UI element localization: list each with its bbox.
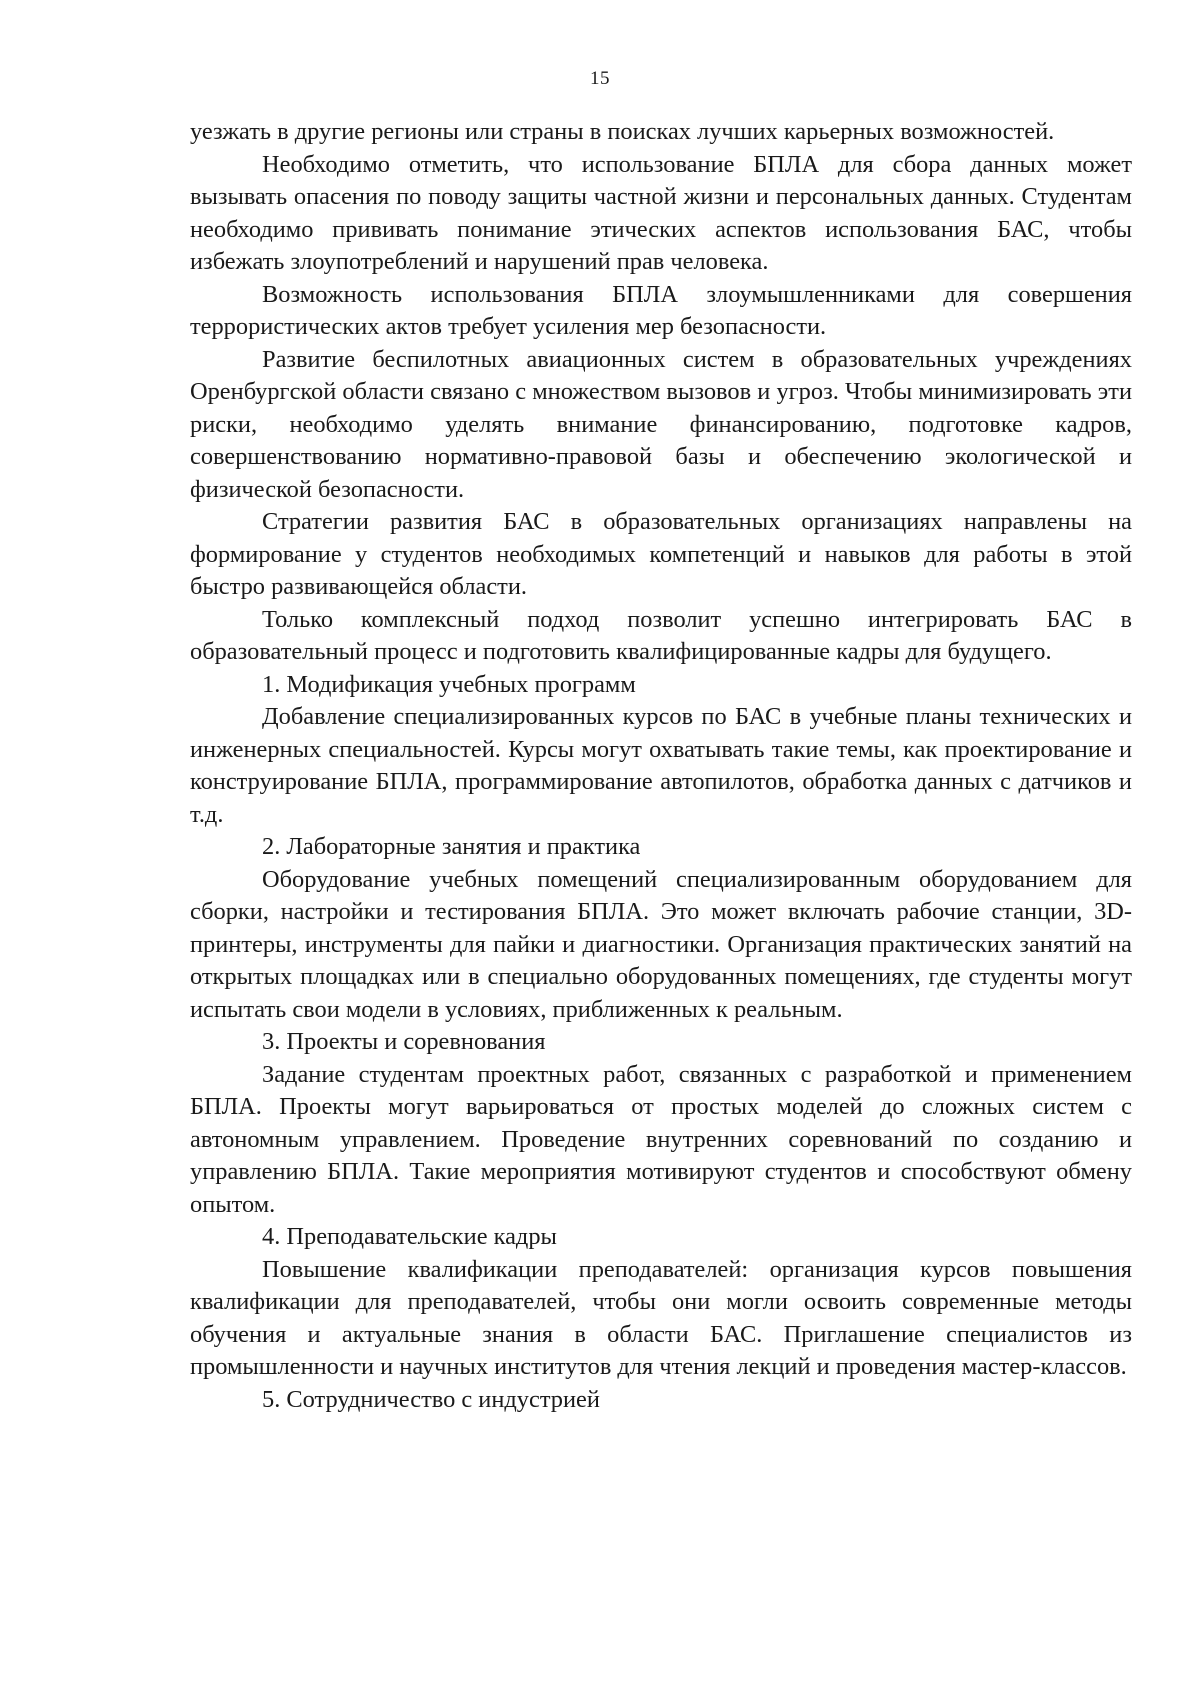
section-heading-industry: 5. Сотрудничество с индустрией [262,1385,600,1413]
paragraph: Оборудование учебных помещений специализированным оборудованием для сборки, настройки и тестирования БПЛА. Это может включать рабочие станции, 3D-принтеры, инструменты для пайки и диагностики. Организация практических занятий на открытых площадках или в специально оборудованных помещениях, где студенты могут испытать свои модели в условиях, приближенных к реальным. [190,865,1132,1023]
paragraph: Необходимо отметить, что использование БПЛА для сбора данных может вызывать опасения по поводу защиты частной жизни и персональных данных. Студентам необходимо прививать понимание этических аспектов использования БАС, чтобы избежать злоупотреблений и нарушений прав человека. [190,150,1132,275]
section-heading-teachers: 4. Преподавательские кадры [262,1223,557,1250]
paragraph: Стратегии развития БАС в образовательных организациях направлены на формирование у студентов необходимых компетенций и навыков для работы в этой быстро развивающейся области. [190,508,1132,600]
paragraph: Повышение квалификации преподавателей: организация курсов повышения квалификации для преподавателей, чтобы они могли освоить современные методы обучения и актуальные знания в области БАС. Приглашение специалистов из промышленности и научных институтов для чтения лекций и проведения мастер-классов. [190,1255,1132,1380]
paragraph: Только комплексный подход позволит успешно интегрировать БАС в образовательный процесс и подготовить квалифицированные кадры для будущего. [190,605,1132,665]
paragraph: Задание студентам проектных работ, связанных с разработкой и применением БПЛА. Проекты могут варьироваться от простых моделей до сложных систем с автономным управлением. Проведение внутренних соревнований по созданию и управлению БПЛА. Такие мероприятия мотивируют студентов и способствуют обмену опытом. [190,1060,1132,1218]
paragraph-continued: уезжать в другие регионы или страны в поисках лучших карьерных возможностей. [190,118,1055,145]
paragraph: Развитие беспилотных авиационных систем в образовательных учреждениях Оренбургской области связано с множеством вызовов и угроз. Чтобы минимизировать эти риски, необходимо уделять внимание финансированию, подготовке кадров, совершенствованию нормативно-правовой базы и обеспечению экологической и физической безопасности. [190,345,1132,503]
paragraph: Добавление специализированных курсов по БАС в учебные планы технических и инженерных специальностей. Курсы могут охватывать такие темы, как проектирование и конструирование БПЛА, программирование автопилотов, обработка данных с датчиков и т.д. [190,703,1132,828]
section-heading-curriculum: 1. Модификация учебных программ [262,670,636,698]
section-heading-projects: 3. Проекты и соревнования [262,1028,546,1055]
paragraph: Возможность использования БПЛА злоумышленниками для совершения террористических актов требует усиления мер безопасности. [190,280,1132,340]
page-number: 15 [590,68,610,89]
document-body [190,116,1132,1416]
section-heading-labs: 2. Лабораторные занятия и практика [262,833,641,860]
